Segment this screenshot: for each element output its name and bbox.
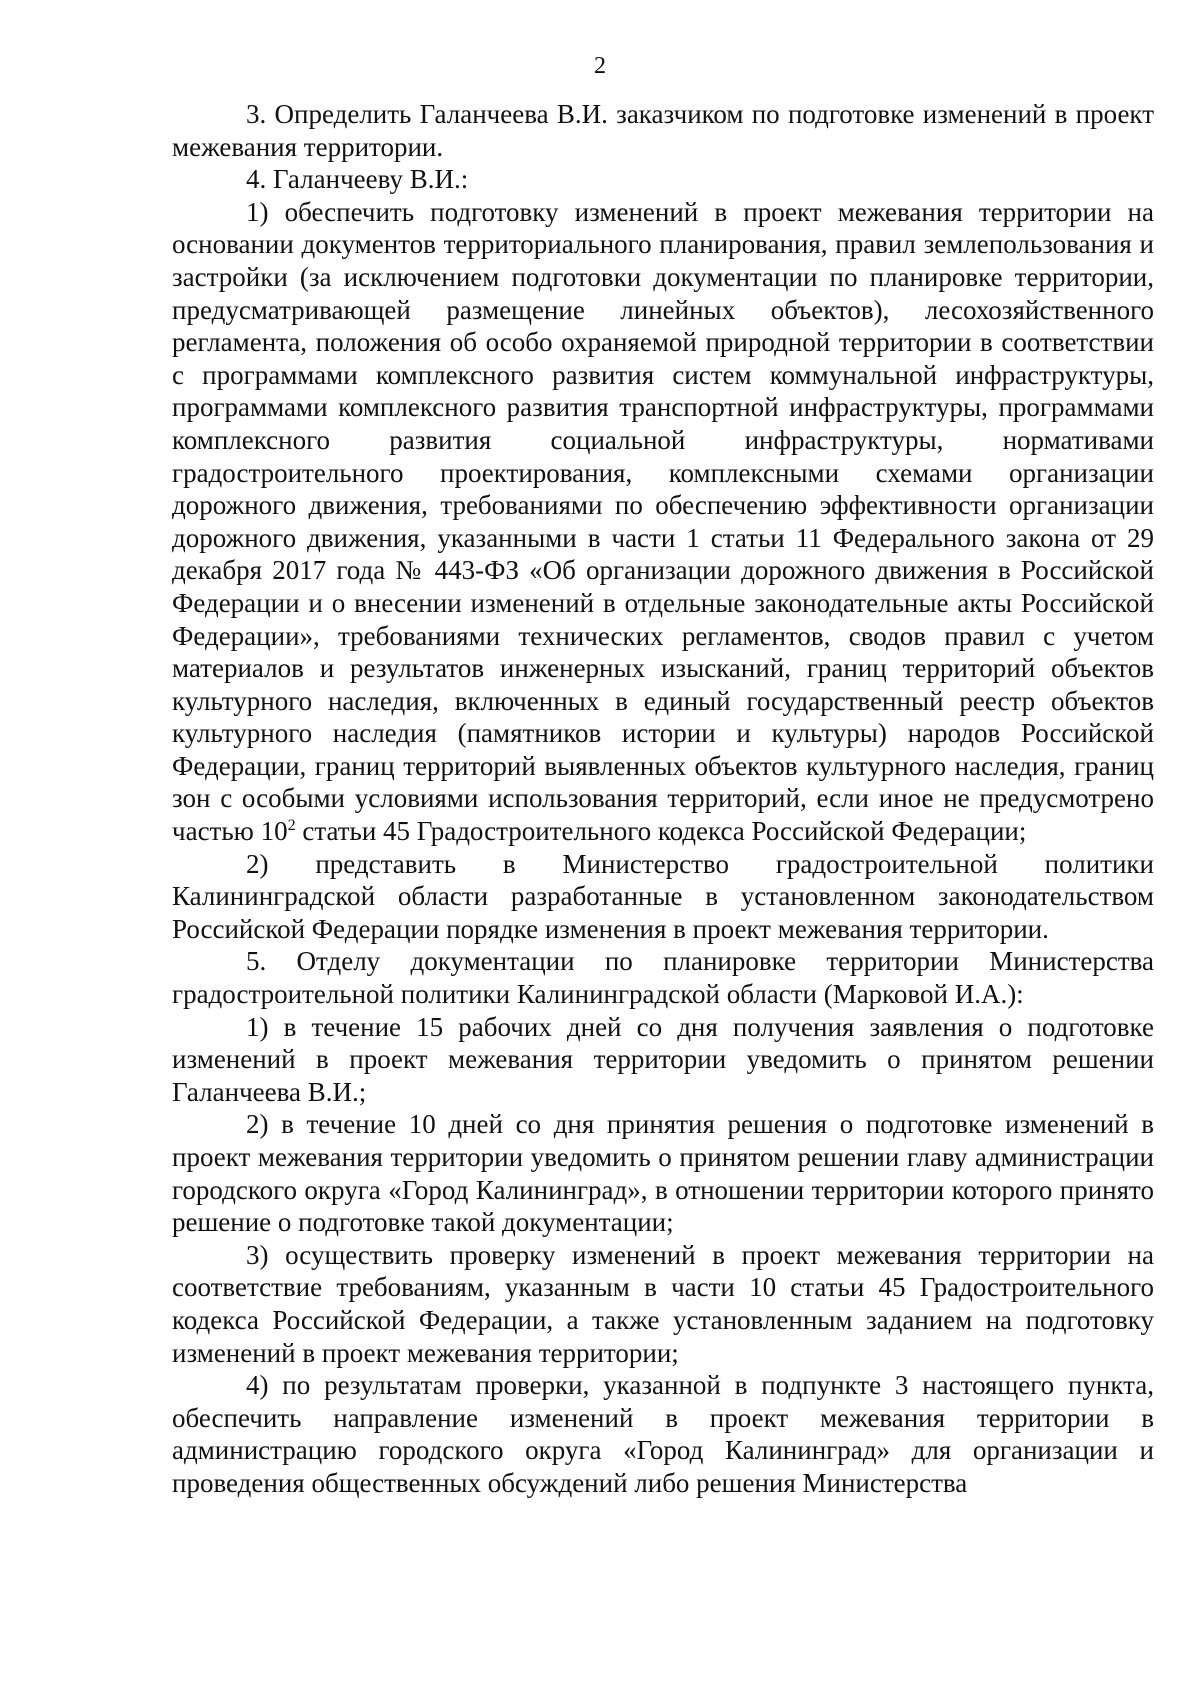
superscript-2: 2	[287, 817, 296, 835]
document-body	[172, 98, 1154, 1500]
paragraph-4-1-preparation	[172, 196, 1154, 848]
paragraph-5-heading: 5. Отделу документации по планировке территории Министерства градостроительной политики Калининградской области (Марковой И.А.):	[172, 946, 1154, 1010]
paragraph-4-1-tail: статьи 45 Градостроительного кодекса Российской Федерации;	[295, 816, 1027, 847]
paragraph-5-3-check: 3) осуществить проверку изменений в проект межевания территории на соответствие требованиям, указанным в части 10 статьи 45 Градостроительного кодекса Российской Федерации, а также установленным заданием на подготовку изменений в проект межевания территории;	[172, 1239, 1154, 1368]
paragraph-3-customer: 3. Определить Галанчеева В.И. заказчиком по подготовке изменений в проект межевания территории.	[172, 99, 1154, 162]
paragraph-5-1-notify: 1) в течение 15 рабочих дней со дня получения заявления о подготовке изменений в проект межевания территории уведомить о принятом решении Галанчеева В.И.;	[172, 1011, 1154, 1107]
paragraph-4-2-submit: 2) представить в Министерство градостроительной политики Калининградской области разработанные в установленном законодательством Российской Федерации порядке изменения в проект межевания территории.	[172, 848, 1154, 944]
page-number: 2	[594, 53, 606, 79]
paragraph-4-heading: 4. Галанчееву В.И.:	[246, 164, 469, 195]
paragraph-4-1-text: 1) обеспечить подготовку изменений в проект межевания территории на основании документов территориального планирования, правил землепользования и застройки (за исключением подготовки документации по планировке территории, предусматривающей размещение линейных объектов), лесохозяйственного регламента, положения об особо охраняемой природной территории в соответствии с программами комплексного развития систем коммунальной инфраструктуры, программами комплексного развития транспортной инфраструктуры, программами комплексного развития социальной инфраструктуры, нормативами градостроительного проектирования, комплексными схемами организации дорожного движения, требованиями по обеспечению эффективности организации дорожного движения, указанными в части 1 статьи 11 Федерального закона от 29 декабря 2017 года № 443-ФЗ «Об организации дорожного движения в Российской Федерации и о внесении изменений в отдельные законодательные акты Российской Федерации», требованиями технических регламентов, сводов правил с учетом материалов и результатов инженерных изысканий, границ территорий объектов культурного наследия, включенных в единый государственный реестр объектов культурного наследия (памятников истории и культуры) народов Российской Федерации, границ территорий выявленных объектов культурного наследия, границ зон с особыми условиями использования территорий, если иное не предусмотрено частью 10	[172, 196, 1154, 847]
paragraph-5-2-notify-head: 2) в течение 10 дней со дня принятия решения о подготовке изменений в проект межевания территории уведомить о принятом решении главу администрации городского округа «Город Калининград», в отношении территории которого принято решение о подготовке такой документации;	[172, 1109, 1154, 1238]
paragraph-5-4-send: 4) по результатам проверки, указанной в подпункте 3 настоящего пункта, обеспечить направление изменений в проект межевания территории в администрацию городского округа «Город Калининград» для организации и проведения общественных обсуждений либо решения Министерства	[172, 1370, 1154, 1498]
